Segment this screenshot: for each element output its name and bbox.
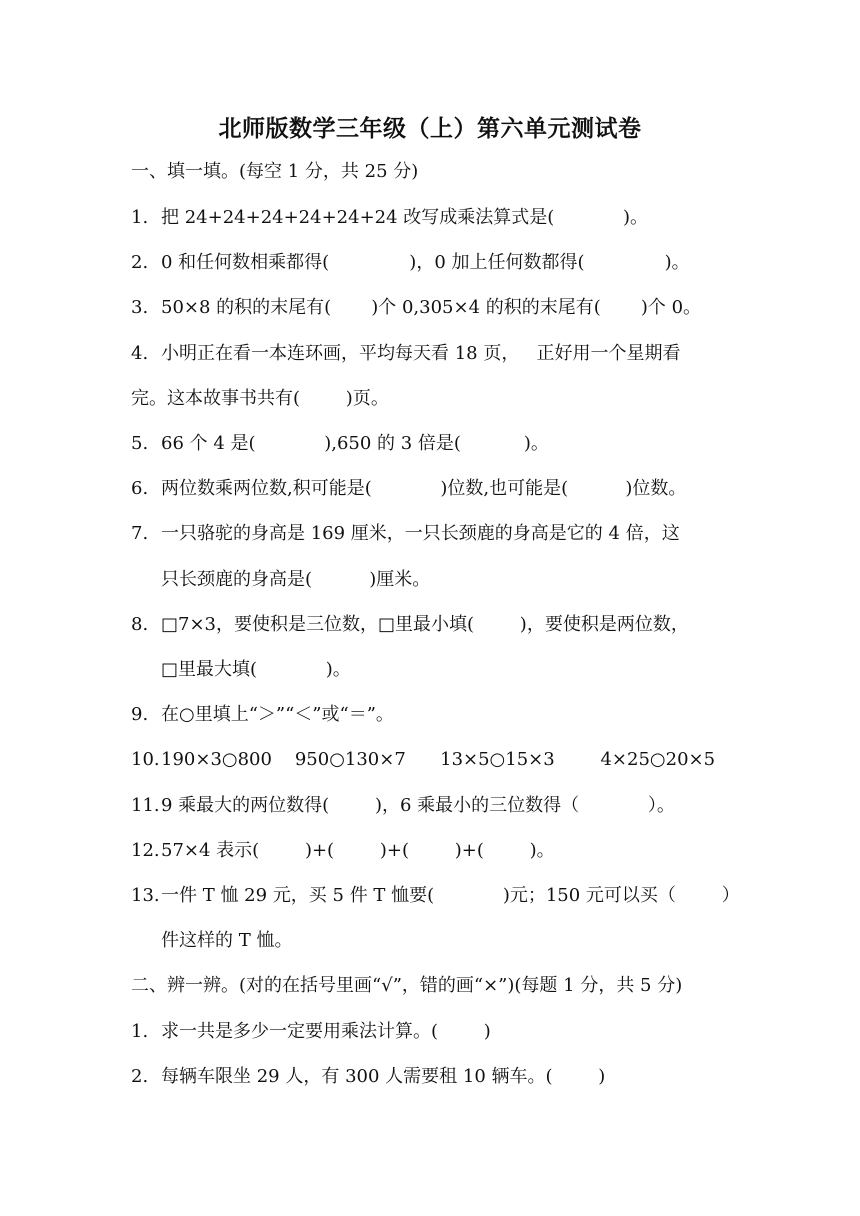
question-2	[131, 251, 690, 275]
question-6	[131, 477, 686, 501]
question-text: 190×3○800 950○130×7 13×5○15×3 4×25○20×5	[161, 749, 716, 770]
question-text: 在○里填上“＞”“＜”或“＝”。	[161, 704, 394, 725]
question-text: 66 个 4 是( ),650 的 3 倍是( )。	[161, 433, 549, 454]
question-text: 57×4 表示( )+( )+( )+( )。	[161, 840, 555, 861]
question-text: 每辆车限坐 29 人，有 300 人需要租 10 辆车。( )	[161, 1066, 606, 1087]
question-8	[131, 613, 689, 637]
question-text: □7×3，要使积是三位数，□里最小填( )，要使积是两位数，	[161, 614, 689, 635]
question-number: 1.	[131, 1021, 149, 1042]
question-number: 5.	[131, 433, 149, 454]
judge-question-1	[131, 1020, 491, 1044]
question-text: 一只骆驼的身高是 169 厘米，一只长颈鹿的身高是它的 4 倍，这	[161, 523, 680, 544]
question-number: 3.	[131, 297, 149, 318]
question-text: 小明正在看一本连环画，平均每天看 18 页， 正好用一个星期看	[161, 343, 681, 364]
question-number: 2.	[131, 1066, 149, 1087]
question-11	[131, 794, 675, 818]
question-8-continuation: □里最大填( )。	[161, 659, 351, 680]
question-number: 9.	[131, 704, 149, 725]
question-text: 0 和任何数相乘都得( )，0 加上任何数都得( )。	[161, 252, 690, 273]
question-text: 把 24+24+24+24+24+24 改写成乘法算式是( )。	[161, 207, 648, 228]
question-text: 求一共是多少一定要用乘法计算。( )	[161, 1021, 491, 1042]
judge-question-2	[131, 1065, 605, 1089]
question-number: 10.	[131, 749, 160, 770]
question-4-continuation: 完。这本故事书共有( )页。	[131, 388, 389, 409]
question-number: 2.	[131, 252, 149, 273]
question-text: 两位数乘两位数,积可能是( )位数,也可能是( )位数。	[161, 478, 687, 499]
question-13-continuation: 件这样的 T 恤。	[161, 930, 293, 951]
question-7	[131, 522, 680, 546]
question-text: 9 乘最大的两位数得( )，6 乘最小的三位数得（ ）。	[161, 795, 675, 816]
question-number: 1.	[131, 207, 149, 228]
question-12	[131, 839, 555, 863]
section-2-heading: 二、辨一辨。(对的在括号里画“√”，错的画“×”)(每题 1 分，共 5 分)	[131, 975, 683, 996]
question-1	[131, 206, 648, 230]
question-number: 13.	[131, 885, 160, 906]
question-3	[131, 296, 701, 320]
question-13	[131, 884, 740, 908]
question-number: 6.	[131, 478, 149, 499]
question-9	[131, 703, 394, 727]
question-5	[131, 432, 549, 456]
question-7-continuation: 只长颈鹿的身高是( )厘米。	[161, 569, 431, 590]
question-number: 12.	[131, 840, 160, 861]
question-number: 8.	[131, 614, 149, 635]
question-number: 7.	[131, 523, 149, 544]
question-text: 50×8 的积的末尾有( )个 0,305×4 的积的末尾有( )个 0。	[161, 297, 702, 318]
page-title: 北师版数学三年级（上）第六单元测试卷	[218, 115, 642, 142]
question-10	[131, 748, 715, 772]
question-number: 11.	[131, 795, 160, 816]
question-number: 4.	[131, 343, 149, 364]
section-1-heading: 一、填一填。(每空 1 分，共 25 分)	[131, 161, 419, 182]
question-text: 一件 T 恤 29 元，买 5 件 T 恤要( )元；150 元可以买（ ）	[161, 885, 740, 906]
question-4	[131, 342, 681, 366]
